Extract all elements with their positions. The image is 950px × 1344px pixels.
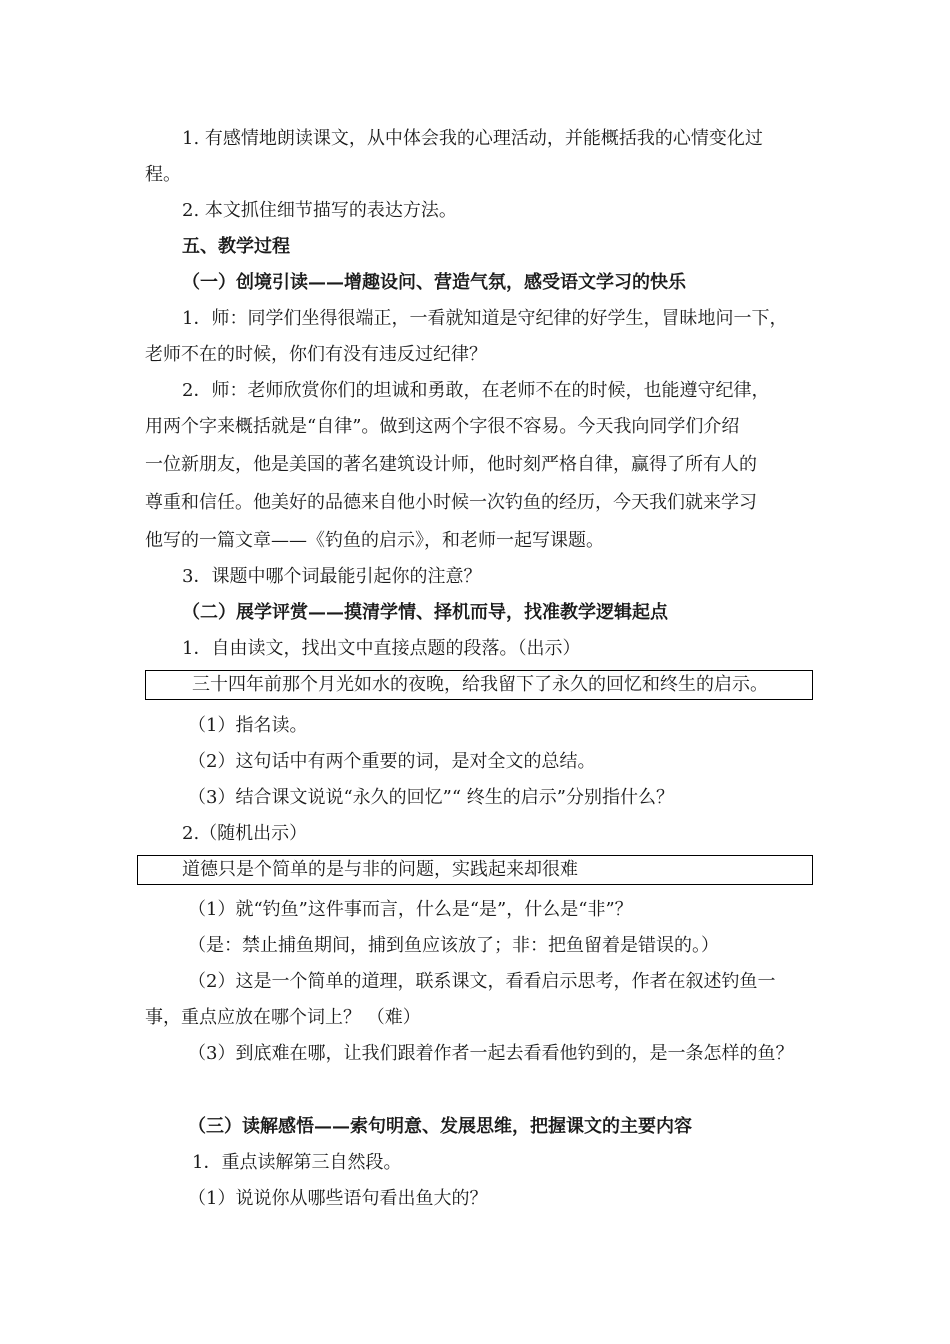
objective-2: 2. 本文抓住细节描写的表达方法。 — [182, 200, 457, 221]
part-2-heading: （二）展学评赏——摸清学情、择机而导，找准教学逻辑起点 — [182, 602, 668, 623]
part-2-q2-sub-2-line-2: 事，重点应放在哪个词上？ （难） — [145, 1007, 421, 1028]
part-2-q1-sub-2: （2）这句话中有两个重要的词，是对全文的总结。 — [188, 751, 596, 772]
part-2-q2-sub-1: （1）就“钓鱼”这件事而言，什么是“是”，什么是“非”？ — [188, 899, 633, 920]
part-1-q2-line-3: 一位新朋友，他是美国的著名建筑设计师，他时刻严格自律，赢得了所有人的 — [145, 454, 757, 475]
part-3-heading: （三）读解感悟——索句明意、发展思维，把握课文的主要内容 — [188, 1116, 692, 1137]
part-1-q1-line-2: 老师不在的时候，你们有没有违反过纪律？ — [145, 344, 487, 365]
objective-1-line-2: 程。 — [145, 164, 181, 185]
section-heading-teaching-process: 五、教学过程 — [182, 236, 290, 257]
quote-box-key-sentence — [145, 670, 813, 700]
quote-key-sentence: 三十四年前那个月光如水的夜晚，给我留下了永久的回忆和终生的启示。 — [192, 674, 768, 695]
part-3-q1: 1．重点读解第三自然段。 — [192, 1152, 402, 1173]
objective-1-line-1: 1. 有感情地朗读课文，从中体会我的心理活动，并能概括我的心情变化过 — [182, 128, 763, 149]
part-1-q2-line-4: 尊重和信任。他美好的品德来自他小时候一次钓鱼的经历，今天我们就来学习 — [145, 492, 757, 513]
part-2-q1: 1．自由读文，找出文中直接点题的段落。（出示） — [182, 638, 581, 659]
part-1-heading: （一）创境引读——增趣设问、营造气氛，感受语文学习的快乐 — [182, 272, 686, 293]
part-2-q2-sub-2-line-1: （2）这是一个简单的道理，联系课文，看看启示思考，作者在叙述钓鱼一 — [188, 971, 776, 992]
part-2-q1-sub-3: （3）结合课文说说“永久的回忆”“ 终生的启示”分别指什么？ — [188, 787, 674, 808]
part-1-q2-line-1: 2．师：老师欣赏你们的坦诚和勇敢，在老师不在的时候，也能遵守纪律， — [182, 380, 770, 401]
part-2-q2-sub-1-answer: （是：禁止捕鱼期间，捕到鱼应该放了；非：把鱼留着是错误的。） — [188, 935, 719, 956]
part-3-q1-sub-1: （1）说说你从哪些语句看出鱼大的？ — [188, 1188, 488, 1209]
part-2-q1-sub-1: （1）指名读。 — [188, 715, 308, 736]
part-1-q2-line-2: 用两个字来概括就是“自律”。做到这两个字很不容易。今天我向同学们介绍 — [145, 416, 740, 437]
part-2-q2-sub-3: （3）到底难在哪，让我们跟着作者一起去看看他钓到的，是一条怎样的鱼？ — [188, 1043, 794, 1064]
part-1-q2-line-5: 他写的一篇文章——《钓鱼的启示》，和老师一起写课题。 — [145, 530, 604, 551]
part-1-q3: 3．课题中哪个词最能引起你的注意？ — [182, 566, 482, 587]
quote-box-morality — [137, 855, 813, 885]
part-1-q1-line-1: 1．师：同学们坐得很端正，一看就知道是守纪律的好学生，冒昧地问一下， — [182, 308, 788, 329]
quote-morality: 道德只是个简单的是与非的问题，实践起来却很难 — [182, 859, 578, 880]
part-2-q2: 2.（随机出示） — [182, 823, 308, 844]
